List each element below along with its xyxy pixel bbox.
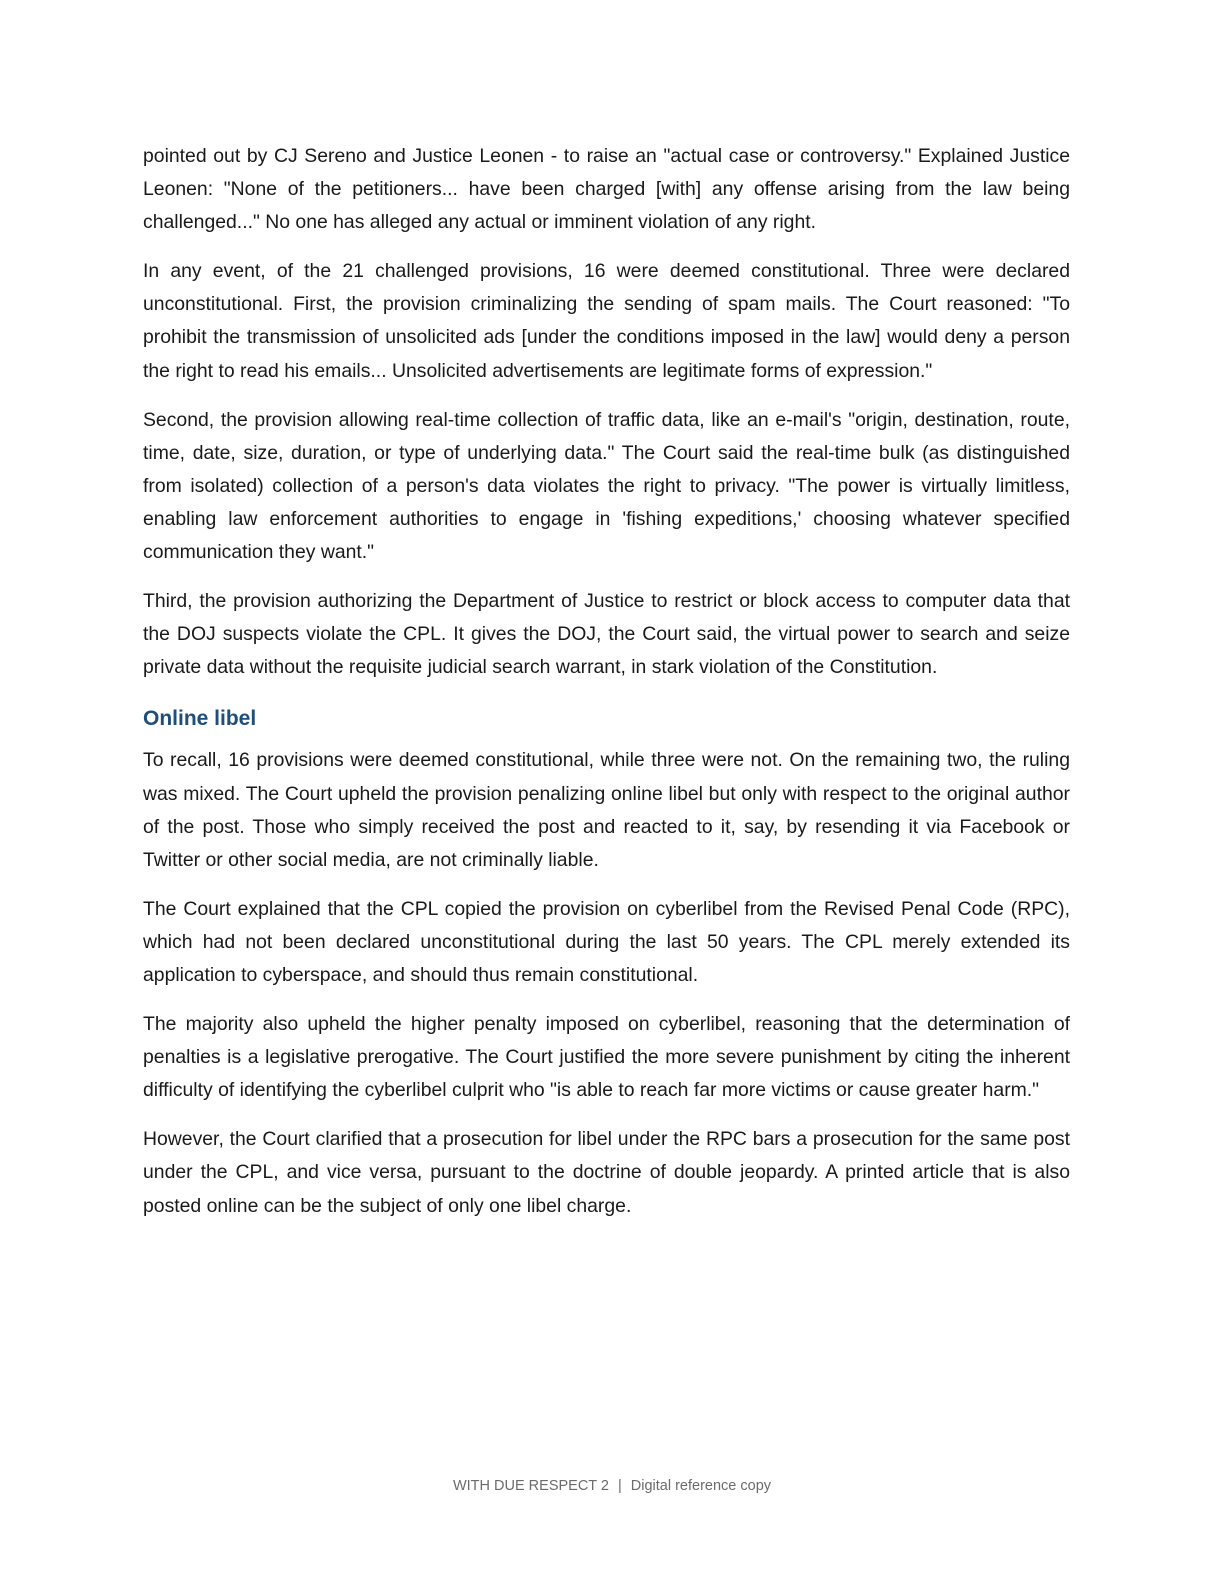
body-paragraph: In any event, of the 21 challenged provisions, 16 were deemed constitutional. Three were declared unconstitutional. First, the provision criminalizing the sending of spam mails. The Court reasoned: "To prohibit the transmission of unsolicited ads [under the conditions imposed in the law] would deny a person the right to read his emails... Unsolicited advertisements are legitimate forms of expression." <box>143 260 1070 382</box>
footer-note: Digital reference copy <box>630 1478 772 1494</box>
body-paragraph: Third, the provision authorizing the Department of Justice to restrict or block access to computer data that the DOJ suspects violate the CPL. It gives the DOJ, the Court said, the virtual power to search and seize private data without the requisite judicial search warrant, in stark violation of the Constitution. <box>143 590 1070 679</box>
section-heading: Online libel <box>143 707 257 731</box>
body-paragraph: The majority also upheld the higher penalty imposed on cyberlibel, reasoning that the determination of penalties is a legislative prerogative. The Court justified the more severe punishment by citing the inherent difficulty of identifying the cyberlibel culprit who "is able to reach far more victims or cause greater harm." <box>143 1013 1070 1102</box>
body-paragraph: To recall, 16 provisions were deemed constitutional, while three were not. On the remaining two, the ruling was mixed. The Court upheld the provision penalizing online libel but only with respect to the original author of the post. Those who simply received the post and reacted to it, say, by resending it via Facebook or Twitter or other social media, are not criminally liable. <box>143 749 1070 871</box>
page-footer <box>0 1478 1224 1494</box>
body-paragraph: Second, the provision allowing real-time collection of traffic data, like an e-mail's "origin, destination, route, time, date, size, duration, or type of underlying data." The Court said the real-time bulk (as distinguished from isolated) collection of a person's data violates the right to privacy. "The power is virtually limitless, enabling law enforcement authorities to engage in 'fishing expeditions,' choosing whatever specified communication they want." <box>143 408 1070 564</box>
footer-title: WITH DUE RESPECT 2 <box>452 1478 609 1494</box>
body-paragraph: However, the Court clarified that a prosecution for libel under the RPC bars a prosecution for the same post under the CPL, and vice versa, pursuant to the doctrine of double jeopardy. A printed article that is also posted online can be the subject of only one libel charge. <box>143 1128 1070 1217</box>
document-body <box>143 140 1070 1239</box>
footer-separator: | <box>618 1478 622 1494</box>
body-paragraph: pointed out by CJ Sereno and Justice Leonen - to raise an "actual case or controversy." Explained Justice Leonen: "None of the petitioners... have been charged [with] any offense arising from the law being challenged..." No one has alleged any actual or imminent violation of any right. <box>143 145 1070 234</box>
body-paragraph: The Court explained that the CPL copied the provision on cyberlibel from the Revised Penal Code (RPC), which had not been declared unconstitutional during the last 50 years. The CPL merely extended its application to cyberspace, and should thus remain constitutional. <box>143 897 1070 986</box>
